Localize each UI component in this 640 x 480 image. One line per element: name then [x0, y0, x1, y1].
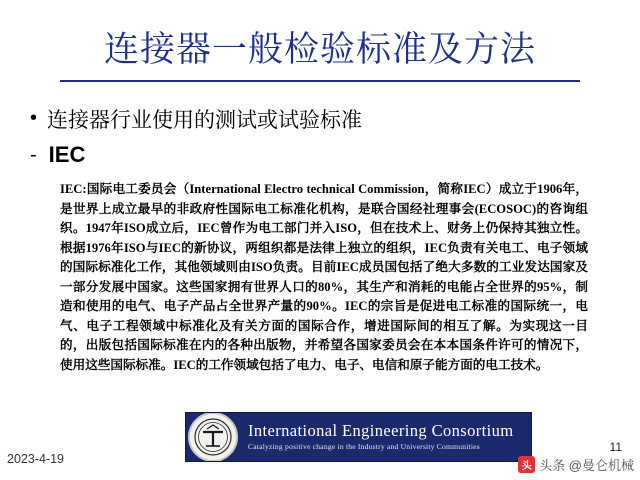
bullet-item-2-label: IEC [48, 142, 86, 167]
bullet-marker-dash: - [30, 144, 37, 166]
watermark-label: 头条 @曼仑机械 [539, 458, 634, 473]
slide-date: 2023-4-19 [7, 452, 64, 466]
bullet-item-2 [30, 142, 610, 168]
body-paragraph: IEC:国际电工委员会（International Electro technical Commission，简称IEC）成立于1906年，是世界上成立最早的非政府性国际电工标准化机构，是联合国经社理事会(ECOSOC)的咨询组织。1947年ISO成立后，IEC曾作为电工部门并入ISO，但在技术上、财务上仍保持其独立性。根据1976年ISO与IEC的新协议，两组织都是法律上独立的组织，IEC负责有关电工、电子领域的国际标准化工作，其他领域则由ISO负责。目前IEC成员国包括了绝大多数的工业发达国家及一部分发展中国家。这些国家拥有世界人口的80%，其生产和消耗的电能占全世界的95%，制造和使用的电气、电子产品占全世界产量的90%。IEC的宗旨是促进电工标准的国际统一，电气、电子工程领域中标准化及有关方面的国际合作，增进国际间的相互了解。为实现这一目的，出版包括国际标准在内的各种出版物，并希望各国家委员会在本本国条件许可的情况下，使用这些国际标准。IEC的工作领域包括了电力、电子、电信和原子能方面的电工技术。 [60, 182, 588, 372]
watermark [518, 455, 634, 474]
logo-text-block [248, 422, 514, 451]
seal-icon [188, 412, 238, 462]
page-number: 11 [609, 440, 622, 454]
bullet-marker-dot: • [30, 107, 38, 129]
logo-tagline: Catalyzing positive change in the Industry and University Communities [248, 442, 480, 452]
iec-logo [185, 412, 532, 462]
logo-name: International Engineering Consortium [248, 421, 514, 441]
page-title: 连接器一般检验标准及方法 [103, 30, 536, 69]
bullet-item-1 [30, 104, 610, 134]
title-underline [60, 80, 580, 82]
toutiao-icon: 头 [518, 456, 535, 473]
bullet-item-1-label: 连接器行业使用的测试或试验标准 [47, 109, 363, 132]
